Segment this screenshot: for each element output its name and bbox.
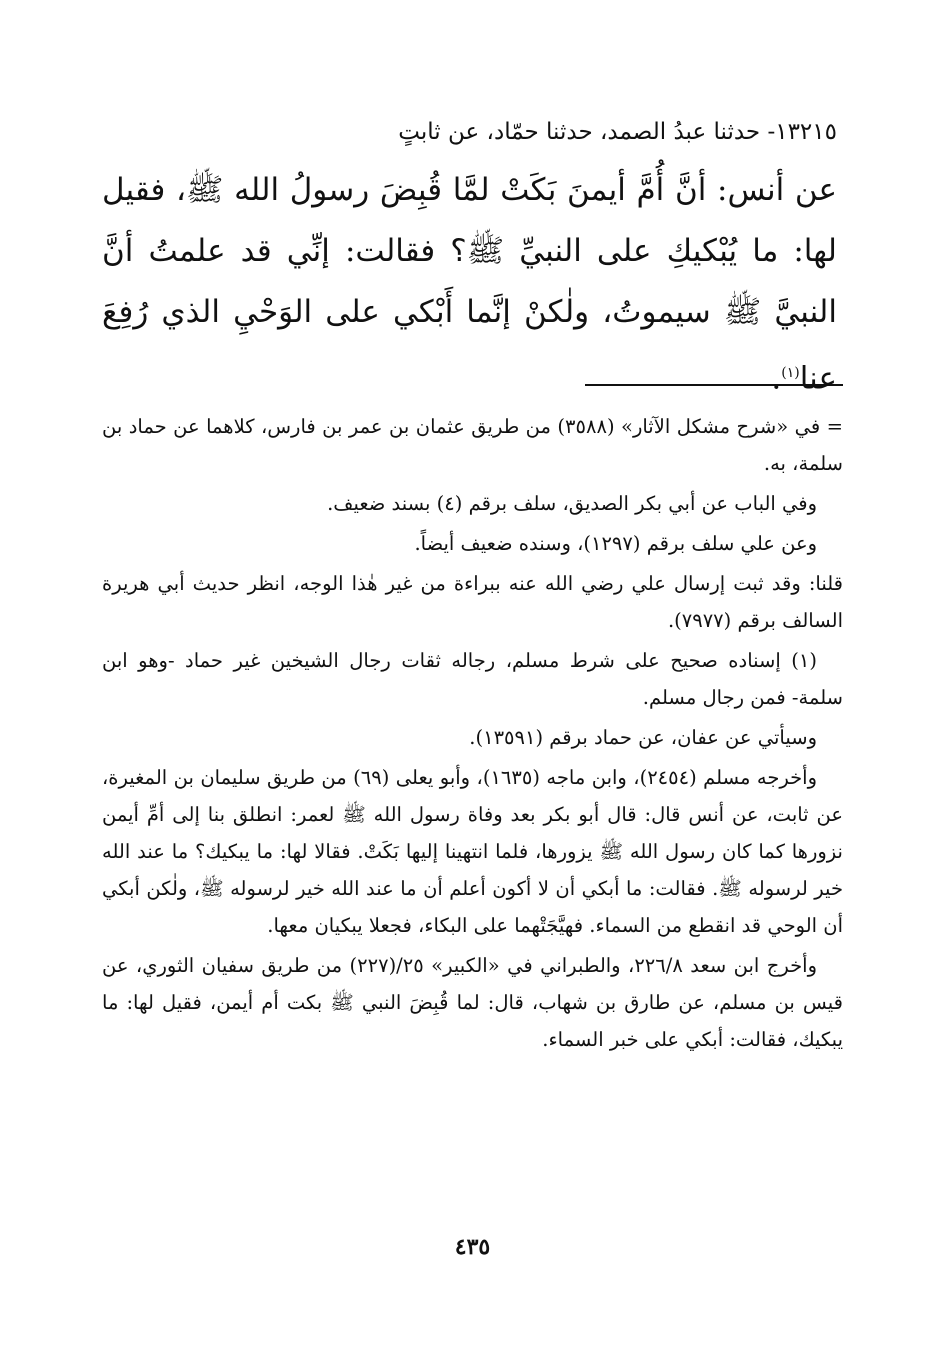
footnote-paragraph: قلنا: وقد ثبت إرسال علي رضي الله عنه ببراءة من غير هٰذا الوجه، انظر حديث أبي هريرة السالف برقم (٧٩٧٧). <box>102 572 843 632</box>
page-number: ٤٣٥ <box>454 1234 491 1260</box>
footnote-paragraph: وعن علي سلف برقم (١٢٩٧)، وسنده ضعيف أيضاً. <box>414 532 817 555</box>
hadith-body-end: . <box>771 360 782 397</box>
footnote-paragraph: = في «شرح مشكل الآثار» (٣٥٨٨) من طريق عثمان بن عمر بن فارس، كلاهما عن حماد بن سلمة، به. <box>102 415 843 475</box>
hadith-header: ١٣٢١٥- حدثنا عبدُ الصمد، حدثنا حمّاد، عن ثابتٍ <box>398 119 837 145</box>
footnote-paragraph: وفي الباب عن أبي بكر الصديق، سلف برقم (٤) بسند ضعيف. <box>327 492 817 515</box>
footnote-paragraph: وأخرجه مسلم (٢٤٥٤)، وابن ماجه (١٦٣٥)، وأبو يعلى (٦٩) من طريق سليمان بن المغيرة، عن ثابت، عن أنس قال: قال أبو بكر بعد وفاة رسول الله ﷺ لعمر: انطلق بنا إلى أمِّ أيمن نزورها كما كان رسول الله ﷺ يزورها، فلما انتهينا إليها بَكَتْ. فقالا لها: ما يبكيك؟ ما عند الله خير لرسوله ﷺ. فقالت: ما أبكي أن لا أكون أعلم أن ما عند الله خير لرسوله ﷺ، ولٰكن أبكي أن الوحي قد انقطع من السماء. فهيَّجَتْهما على البكاء، فجعلا يبكيان معها. <box>102 766 843 937</box>
footnote-paragraph: وأخرج ابن سعد ٢٢٦/٨، والطبراني في «الكبير» ٢٥/(٢٢٧) من طريق سفيان الثوري، عن قيس بن مسلم، عن طارق بن شهاب، قال: لما قُبِضَ النبي ﷺ بكت أم أيمن، فقيل لها: ما يبكيك، فقالت: أبكي على خبر السماء. <box>102 954 843 1051</box>
footnote-paragraph: وسيأتي عن عفان، عن حماد برقم (١٣٥٩١). <box>469 726 817 749</box>
hadith-body-text: عن أنس: أنَّ أُمَّ أيمنَ بَكَتْ لمَّا قُبِضَ رسولُ الله ﷺ، فقيل لها: ما يُبْكيكِ على النبيِّ ﷺ؟ فقالت: إنِّي قد علمتُ أنَّ النبيَّ ﷺ سيموتُ، ولٰكنْ إنَّما أَبْكي على الوَحْيِ الذي رُفِعَ عنا <box>102 172 837 397</box>
hadith-block <box>102 112 837 409</box>
hadith-text <box>102 160 837 409</box>
footnote-separator <box>585 384 843 386</box>
footnotes <box>102 408 843 1061</box>
footnote-marker: (١) <box>781 365 800 381</box>
footnote-paragraph: (١) إسناده صحيح على شرط مسلم، رجاله ثقات رجال الشيخين غير حماد -وهو ابن سلمة- فمن رجال مسلم. <box>102 649 843 709</box>
